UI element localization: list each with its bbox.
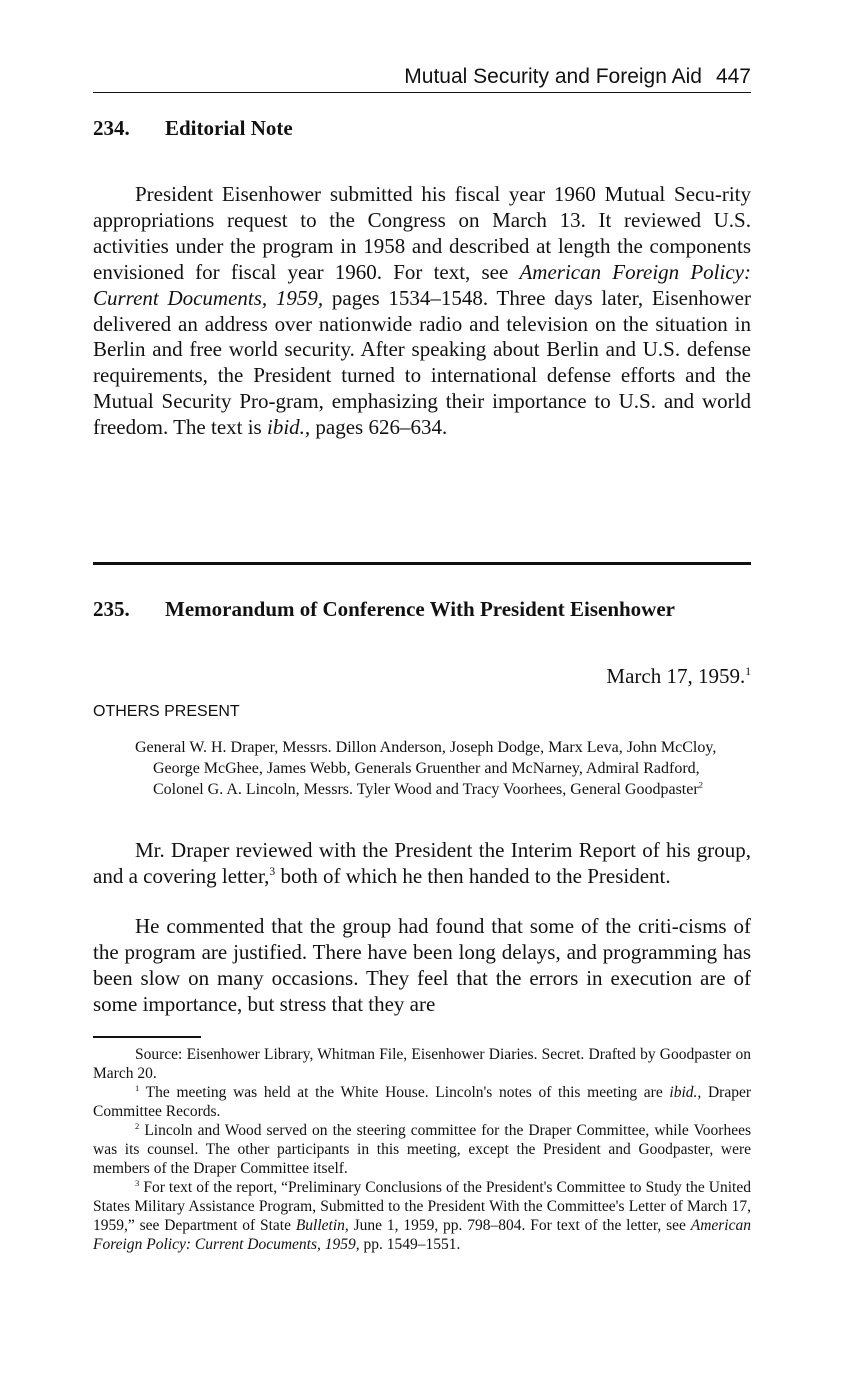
footnote-2	[93, 1121, 751, 1178]
page-number: 447	[715, 65, 751, 88]
section-divider	[93, 562, 751, 565]
footnote-3-citation-2: American Foreign Policy: Current Documents, 1959,	[93, 1217, 751, 1253]
doc-234-title: Editorial Note	[165, 116, 293, 140]
doc-235-heading	[93, 597, 675, 622]
para1-text-a: Mr. Draper reviewed with the President the Interim Report of his group, and a covering letter,	[93, 838, 751, 888]
date-text: March 17, 1959.	[606, 664, 746, 688]
footnote-1	[93, 1083, 751, 1121]
footnote-3	[93, 1178, 751, 1254]
doc-234-number: 234.	[93, 116, 130, 140]
footnote-3-text-c: pp. 1549–1551.	[359, 1236, 461, 1253]
footnote-3-text-a: For text of the report, “Preliminary Conclusions of the President's Committee to Study the United States Military Assistance Program, Submitted to the President With the Committee's Letter of March 17, 1959,” see Department of State	[93, 1179, 751, 1234]
footnote-source: Source: Eisenhower Library, Whitman File, Eisenhower Diaries. Secret. Drafted by Goodpaster on March 20.	[93, 1046, 751, 1082]
doc-234-citation-2: ibid.,	[266, 415, 311, 440]
doc-234-heading	[93, 116, 293, 141]
footnote-ref-2: 2	[698, 779, 704, 790]
doc-235-paragraph-2: He commented that the group had found that some of the criti-cisms of the program are justified. There have been long delays, and programming has been slow on many occasions. They feel that the errors in execution are of some importance, but stress that they are	[93, 914, 751, 1016]
footnote-3-citation-1: Bulletin,	[295, 1217, 349, 1234]
doc-235-title: Memorandum of Conference With President Eisenhower	[165, 597, 675, 621]
doc-234-body	[93, 182, 751, 441]
doc-234-text-2: pages 1534–1548. Three days later, Eisenhower delivered an address over nationwide radio and television on the situation in Berlin and free world security. After speaking about Berlin and U.S. defense requirements, the President turned to international defense efforts and the Mutual Security Pro-gram, emphasizing their importance to U.S. and world freedom. The text is	[93, 285, 751, 440]
doc-235-paragraph-1	[93, 838, 751, 890]
running-head-title: Mutual Security and Foreign Aid	[404, 65, 702, 88]
footnote-ref-1: 1	[745, 666, 751, 678]
footnote-1-mark: 1	[135, 1082, 140, 1093]
doc-234-citation-1: American Foreign Policy: Current Documents, 1959,	[93, 259, 751, 310]
footnote-ref-3: 3	[269, 865, 276, 878]
footnotes	[93, 1045, 751, 1254]
attendees-list	[135, 737, 753, 800]
footnote-1-text-a: The meeting was held at the White House. Lincoln's notes of this meeting are	[139, 1084, 670, 1101]
footnote-1-citation: ibid.,	[669, 1084, 702, 1101]
footnote-2-mark: 2	[135, 1120, 140, 1131]
running-head	[93, 62, 751, 93]
doc-235-date	[606, 664, 751, 689]
para1-text-b: both of which he then handed to the President.	[275, 863, 671, 888]
footnote-1-text-b: Draper Committee Records.	[93, 1084, 752, 1120]
doc-235-number: 235.	[93, 597, 130, 621]
footnote-3-mark: 3	[135, 1177, 140, 1188]
others-present-label: OTHERS PRESENT	[93, 703, 240, 720]
footnote-2-text: Lincoln and Wood served on the steering committee for the Draper Committee, while Voorhees was its counsel. The other participants in this meeting, except the President and Goodpaster, were members of the Draper Committee itself.	[93, 1122, 751, 1177]
doc-234-text-3: pages 626–634.	[310, 415, 448, 440]
footnote-divider	[93, 1036, 201, 1038]
footnote-3-text-b: June 1, 1959, pp. 798–804. For text of the letter, see	[348, 1217, 691, 1234]
doc-234-text-1: President Eisenhower submitted his fiscal year 1960 Mutual Secu-rity appropriations request to the Congress on March 13. It reviewed U.S. activities under the program in 1958 and described at length the components envisioned for fiscal year 1960. For text, see	[93, 182, 751, 284]
attendees-text: General W. H. Draper, Messrs. Dillon Anderson, Joseph Dodge, Marx Leva, John McCloy, George McGhee, James Webb, Generals Gruenther and McNarney, Admiral Radford, Colonel G. A. Lincoln, Messrs. Tyler Wood and Tracy Voorhees, General Goodpaster	[135, 739, 717, 798]
